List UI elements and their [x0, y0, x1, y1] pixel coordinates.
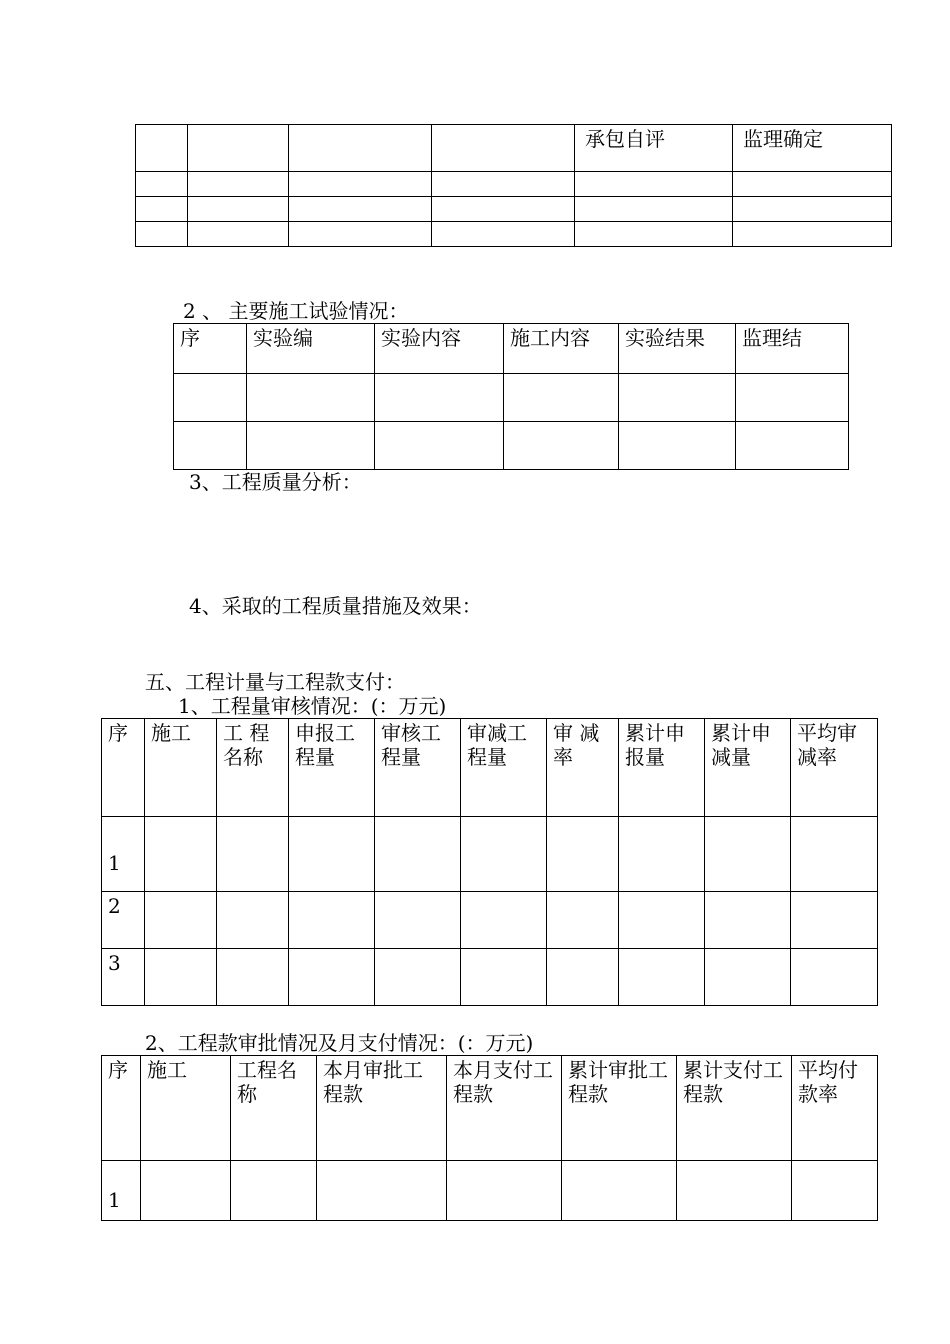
header-reduced-qty: 审减工程量	[461, 719, 547, 817]
table-cell	[547, 949, 619, 1006]
table-row	[136, 172, 892, 197]
header-cumulative-paid: 累计支付工程款	[677, 1056, 792, 1161]
table-cell	[217, 892, 289, 949]
table-header-row	[102, 719, 878, 817]
table-cell	[705, 949, 791, 1006]
table-cell	[289, 817, 375, 892]
table-cell	[231, 1161, 317, 1221]
row-number: 1	[102, 817, 145, 892]
table-cell	[705, 892, 791, 949]
table-cell	[188, 222, 289, 247]
table-cell	[562, 1161, 677, 1221]
table-cell	[145, 892, 217, 949]
table-header-row	[102, 1056, 878, 1161]
header-project-name: 工程名称	[231, 1056, 317, 1161]
section3-title: 3、工程质量分析：	[189, 470, 362, 494]
header-average-payment-rate: 平均付款率	[792, 1056, 878, 1161]
table-cell	[375, 374, 504, 422]
header-test-no: 实验编	[247, 324, 375, 374]
table-cell	[432, 172, 575, 197]
table-cell	[733, 197, 892, 222]
table-top-header-row	[136, 125, 892, 172]
table-cell	[217, 949, 289, 1006]
header-contractor: 施工	[141, 1056, 231, 1161]
table-row	[174, 374, 849, 422]
table-cell	[145, 949, 217, 1006]
table-row	[174, 422, 849, 470]
section4-title: 4、采取的工程质量措施及效果：	[189, 594, 482, 618]
header-cumulative-approved: 累计审批工程款	[562, 1056, 677, 1161]
table-cell	[188, 197, 289, 222]
table-cell	[174, 422, 247, 470]
section5-sub1-title: 1、工程量审核情况：(：万元)	[178, 694, 447, 718]
table-row	[136, 197, 892, 222]
header-test-result: 实验结果	[619, 324, 736, 374]
table-cell	[575, 172, 733, 197]
row-number: 1	[102, 1161, 141, 1221]
table-cell	[289, 172, 432, 197]
table-cell	[375, 817, 461, 892]
table-cell	[432, 197, 575, 222]
header-seq: 序	[174, 324, 247, 374]
table-cell	[136, 222, 188, 247]
table-payment-approval	[101, 1055, 878, 1221]
table-cell	[792, 1161, 878, 1221]
table-cell	[188, 172, 289, 197]
table-quantity-review	[101, 718, 878, 1006]
table-row	[102, 892, 878, 949]
header-reported-qty: 申报工程量	[289, 719, 375, 817]
table-cell	[289, 949, 375, 1006]
header-seq: 序	[102, 1056, 141, 1161]
table-cell	[141, 1161, 231, 1221]
section2-title: 2 、 主要施工试验情况：	[183, 299, 409, 323]
header-project-name: 工 程 名称	[217, 719, 289, 817]
table-row	[102, 1161, 878, 1221]
table-cell	[317, 1161, 447, 1221]
table-cell	[547, 817, 619, 892]
table-cell	[375, 422, 504, 470]
table-cell	[289, 125, 432, 172]
table-cell	[736, 374, 849, 422]
table-cell	[736, 422, 849, 470]
table-cell	[461, 892, 547, 949]
header-cumulative-reported: 累计申报量	[619, 719, 705, 817]
section5-sub2-title: 2、工程款审批情况及月支付情况：(：万元)	[145, 1031, 534, 1055]
table-cell	[136, 197, 188, 222]
table-cell	[432, 125, 575, 172]
table-cell	[289, 222, 432, 247]
table-cell	[619, 817, 705, 892]
table-cell	[619, 892, 705, 949]
table-cell	[619, 949, 705, 1006]
header-contractor-self-eval: 承包自评	[575, 125, 733, 172]
table-row	[136, 222, 892, 247]
table-cell	[432, 222, 575, 247]
table-cell	[619, 374, 736, 422]
table-cell	[375, 949, 461, 1006]
header-contractor: 施工	[145, 719, 217, 817]
header-supervisor-conclusion: 监理结	[736, 324, 849, 374]
header-construction-content: 施工内容	[504, 324, 619, 374]
header-supervisor-confirm: 监理确定	[733, 125, 892, 172]
table-cell	[217, 817, 289, 892]
table-cell	[461, 817, 547, 892]
table-cell	[461, 949, 547, 1006]
table-cell	[247, 374, 375, 422]
table-cell	[791, 892, 878, 949]
table-cell	[705, 817, 791, 892]
table-cell	[791, 949, 878, 1006]
table-cell	[733, 222, 892, 247]
header-seq: 序	[102, 719, 145, 817]
table-cell	[447, 1161, 562, 1221]
table-cell	[136, 125, 188, 172]
table-top	[135, 124, 892, 247]
table-cell	[289, 197, 432, 222]
table-cell	[504, 422, 619, 470]
table-row	[102, 949, 878, 1006]
table-test-status	[173, 323, 849, 470]
header-reviewed-qty: 审核工程量	[375, 719, 461, 817]
table-cell	[547, 892, 619, 949]
table-cell	[619, 422, 736, 470]
table-cell	[136, 172, 188, 197]
table-cell	[145, 817, 217, 892]
table-header-row	[174, 324, 849, 374]
header-monthly-approved: 本月审批工程款	[317, 1056, 447, 1161]
table-cell	[375, 892, 461, 949]
header-reduction-rate: 审 减 率	[547, 719, 619, 817]
table-cell	[575, 197, 733, 222]
header-average-reduction-rate: 平均审减率	[791, 719, 878, 817]
table-cell	[575, 222, 733, 247]
table-cell	[733, 172, 892, 197]
table-row	[102, 817, 878, 892]
table-cell	[247, 422, 375, 470]
table-cell	[791, 817, 878, 892]
header-test-content: 实验内容	[375, 324, 504, 374]
table-cell	[289, 892, 375, 949]
table-cell	[174, 374, 247, 422]
header-cumulative-reduced: 累计申减量	[705, 719, 791, 817]
table-cell	[504, 374, 619, 422]
row-number: 2	[102, 892, 145, 949]
table-cell	[188, 125, 289, 172]
header-monthly-paid: 本月支付工程款	[447, 1056, 562, 1161]
table-cell	[677, 1161, 792, 1221]
section5-title: 五、工程计量与工程款支付：	[145, 670, 405, 694]
row-number: 3	[102, 949, 145, 1006]
